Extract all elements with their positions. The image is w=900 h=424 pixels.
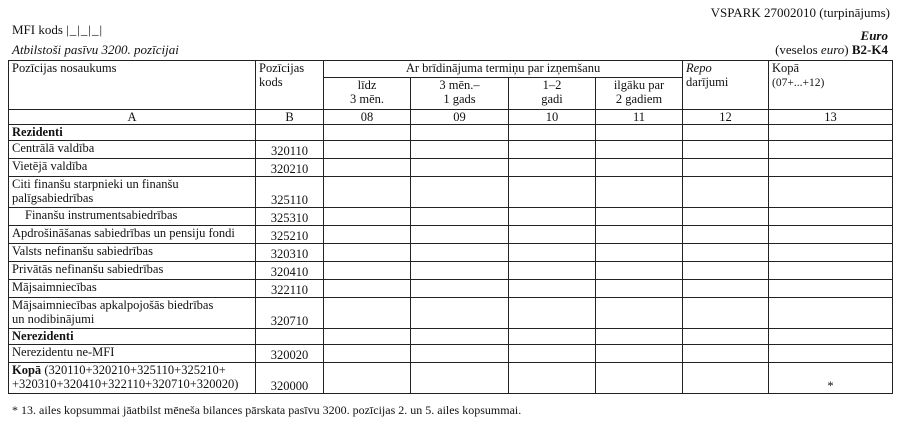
value-cell[interactable] <box>411 345 509 363</box>
value-cell[interactable] <box>411 208 509 226</box>
value-cell[interactable] <box>596 226 683 244</box>
value-cell[interactable] <box>324 244 411 262</box>
value-cell[interactable] <box>411 280 509 298</box>
value-cell[interactable] <box>769 141 893 159</box>
header-repo-italic: Repo <box>686 61 712 75</box>
empty-cell <box>324 125 411 141</box>
row-label: Privātās nefinanšu sabiedrības <box>12 262 164 276</box>
letter-12: 12 <box>683 110 769 125</box>
value-cell[interactable] <box>509 345 596 363</box>
value-cell[interactable] <box>596 141 683 159</box>
group-label: Rezidenti <box>12 125 63 139</box>
row-name <box>9 208 256 226</box>
units-label <box>775 42 888 58</box>
value-cell[interactable] <box>596 298 683 329</box>
group-label: Nerezidenti <box>12 329 74 343</box>
empty-cell <box>683 329 769 345</box>
empty-cell <box>411 329 509 345</box>
row-name <box>9 141 256 159</box>
header-position-code: Pozīcijas kods <box>256 61 324 110</box>
table-row <box>9 345 893 363</box>
letter-11: 11 <box>596 110 683 125</box>
row-name <box>9 262 256 280</box>
value-cell[interactable] <box>769 345 893 363</box>
letter-b: B <box>256 110 324 125</box>
row-label: Valsts nefinanšu sabiedrības <box>12 244 153 258</box>
value-cell[interactable] <box>683 262 769 280</box>
header-col-10-l2: gadi <box>541 92 563 106</box>
value-cell[interactable] <box>769 244 893 262</box>
row-name <box>9 226 256 244</box>
row-code <box>256 125 324 141</box>
value-cell[interactable] <box>769 177 893 208</box>
empty-cell <box>509 329 596 345</box>
total-label: Kopā <box>12 363 42 377</box>
letter-10: 10 <box>509 110 596 125</box>
row-label-cont: un nodibinājumi <box>12 312 95 326</box>
header-col-09 <box>411 78 509 110</box>
row-label: Nerezidentu ne-MFI <box>12 345 115 359</box>
table-row <box>9 262 893 280</box>
row-label: Centrālā valdība <box>12 141 95 155</box>
row-name <box>9 244 256 262</box>
header-repo <box>683 61 769 110</box>
row-label-cont: palīgsabiedrības <box>12 191 94 205</box>
header-col-09-l1: 3 mēn.– <box>439 78 480 92</box>
header-total <box>769 61 893 110</box>
total-formula-line2: +320310+320410+322110+320710+320020) <box>12 377 239 391</box>
value-cell[interactable] <box>324 159 411 177</box>
row-code: 320210 <box>256 159 324 177</box>
table-row <box>9 208 893 226</box>
header-col-08-l1: līdz <box>357 78 377 92</box>
row-name <box>9 159 256 177</box>
value-cell[interactable] <box>509 208 596 226</box>
row-label: Citi finanšu starpnieki un finanšu <box>12 177 179 191</box>
value-cell[interactable] <box>324 280 411 298</box>
value-cell[interactable] <box>683 141 769 159</box>
header-total-label: Kopā <box>772 61 800 75</box>
value-cell[interactable] <box>509 177 596 208</box>
total-formula-line1: (320110+320210+325110+325210+ <box>41 363 226 377</box>
value-cell[interactable] <box>324 226 411 244</box>
empty-cell <box>509 125 596 141</box>
value-cell[interactable] <box>769 262 893 280</box>
value-cell[interactable] <box>683 363 769 394</box>
units-prefix: (veselos <box>775 42 818 57</box>
value-cell[interactable] <box>411 226 509 244</box>
value-cell[interactable] <box>509 244 596 262</box>
table-row <box>9 177 893 208</box>
table-row <box>9 298 893 329</box>
header-col-11 <box>596 78 683 110</box>
row-code: 320310 <box>256 244 324 262</box>
value-cell[interactable] <box>509 298 596 329</box>
group-row <box>9 125 893 141</box>
value-cell[interactable] <box>324 208 411 226</box>
currency-label: Euro <box>860 28 888 43</box>
value-cell[interactable] <box>596 177 683 208</box>
empty-cell <box>769 329 893 345</box>
value-cell[interactable] <box>411 298 509 329</box>
table-row <box>9 226 893 244</box>
value-cell[interactable] <box>683 208 769 226</box>
row-name <box>9 345 256 363</box>
value-cell[interactable] <box>769 208 893 226</box>
value-cell[interactable] <box>324 177 411 208</box>
letter-a: A <box>9 110 256 125</box>
row-name <box>9 363 256 394</box>
row-code: 325310 <box>256 208 324 226</box>
value-cell[interactable] <box>596 159 683 177</box>
header-col-10-l1: 1–2 <box>542 78 562 92</box>
value-cell[interactable] <box>683 280 769 298</box>
value-cell[interactable] <box>596 262 683 280</box>
mfi-code-boxes[interactable]: |_|_|_| <box>66 22 104 37</box>
empty-cell <box>324 329 411 345</box>
row-label: Apdrošināšanas sabiedrības un pensiju fondi <box>12 226 235 240</box>
value-cell[interactable] <box>769 159 893 177</box>
table-row <box>9 159 893 177</box>
table-row <box>9 280 893 298</box>
row-label: Finanšu instrumentsabiedrības <box>25 208 178 222</box>
letter-09: 09 <box>411 110 509 125</box>
row-name <box>9 298 256 329</box>
row-code: 320410 <box>256 262 324 280</box>
value-cell[interactable] <box>769 280 893 298</box>
row-code: 320710 <box>256 298 324 329</box>
value-cell[interactable] <box>411 177 509 208</box>
column-letters-row <box>9 110 893 125</box>
mfi-code-field <box>12 22 103 38</box>
value-cell[interactable] <box>411 262 509 280</box>
table-row <box>9 244 893 262</box>
value-cell[interactable] <box>411 244 509 262</box>
row-name <box>9 280 256 298</box>
value-cell[interactable] <box>769 226 893 244</box>
value-cell[interactable] <box>509 159 596 177</box>
value-cell[interactable] <box>324 363 411 394</box>
value-cell[interactable] <box>509 141 596 159</box>
value-cell[interactable] <box>509 363 596 394</box>
row-label: Mājsaimniecības <box>12 280 97 294</box>
header-col-11-l2: 2 gadiem <box>615 92 663 106</box>
units-currency: euro <box>820 42 845 57</box>
section-title: Atbilstoši pasīvu 3200. pozīcijai <box>12 42 179 57</box>
letter-13: 13 <box>769 110 893 125</box>
row-code: 320110 <box>256 141 324 159</box>
row-label: Vietējā valdība <box>12 159 88 173</box>
total-footnote-mark[interactable]: * <box>769 363 893 394</box>
value-cell[interactable] <box>509 226 596 244</box>
value-cell[interactable] <box>683 298 769 329</box>
footnote: * 13. ailes kopsummai jāatbilst mēneša bilances pārskata pasīvu 3200. pozīcijas 2. un 5. ailes kopsummai. <box>12 403 522 417</box>
row-name <box>9 125 256 141</box>
group-row <box>9 329 893 345</box>
value-cell[interactable] <box>509 262 596 280</box>
row-name <box>9 177 256 208</box>
value-cell[interactable] <box>683 226 769 244</box>
value-cell[interactable] <box>411 159 509 177</box>
header-position-name: Pozīcijas nosaukums <box>9 61 256 110</box>
row-code: 322110 <box>256 280 324 298</box>
value-cell[interactable] <box>324 262 411 280</box>
empty-cell <box>411 125 509 141</box>
report-table <box>8 60 893 394</box>
value-cell[interactable] <box>683 177 769 208</box>
header-col-10 <box>509 78 596 110</box>
units-suffix: ) <box>844 42 849 57</box>
value-cell[interactable] <box>683 244 769 262</box>
empty-cell <box>769 125 893 141</box>
header-total-sub: (07+...+12) <box>772 77 825 89</box>
value-cell[interactable] <box>683 159 769 177</box>
value-cell[interactable] <box>324 345 411 363</box>
header-notice-period: Ar brīdinājuma termiņu par izņemšanu <box>324 61 683 78</box>
value-cell[interactable] <box>596 363 683 394</box>
header-col-08-l2: 3 mēn. <box>349 92 385 106</box>
row-code: 325210 <box>256 226 324 244</box>
value-cell[interactable] <box>683 345 769 363</box>
empty-cell <box>596 329 683 345</box>
row-code <box>256 329 324 345</box>
value-cell[interactable] <box>769 298 893 329</box>
row-name <box>9 329 256 345</box>
row-label: Mājsaimniecības apkalpojošās biedrības <box>12 298 214 312</box>
header-repo-rest: darījumi <box>686 75 729 89</box>
value-cell[interactable] <box>596 244 683 262</box>
table-row <box>9 141 893 159</box>
table-code: B2-K4 <box>851 42 888 57</box>
header-col-11-l1: ilgāku par <box>613 78 665 92</box>
value-cell[interactable] <box>324 141 411 159</box>
header-col-08 <box>324 78 411 110</box>
value-cell[interactable] <box>411 141 509 159</box>
empty-cell <box>596 125 683 141</box>
value-cell[interactable] <box>411 363 509 394</box>
total-row <box>9 363 893 394</box>
form-code: VSPARK 27002010 (turpinājums) <box>710 5 890 20</box>
header-col-09-l2: 1 gads <box>443 92 476 106</box>
value-cell[interactable] <box>324 298 411 329</box>
value-cell[interactable] <box>596 208 683 226</box>
value-cell[interactable] <box>509 280 596 298</box>
value-cell[interactable] <box>596 280 683 298</box>
value-cell[interactable] <box>596 345 683 363</box>
mfi-label: MFI kods <box>12 22 63 37</box>
row-code: 320000 <box>256 363 324 394</box>
row-code: 325110 <box>256 177 324 208</box>
row-code: 320020 <box>256 345 324 363</box>
empty-cell <box>683 125 769 141</box>
letter-08: 08 <box>324 110 411 125</box>
